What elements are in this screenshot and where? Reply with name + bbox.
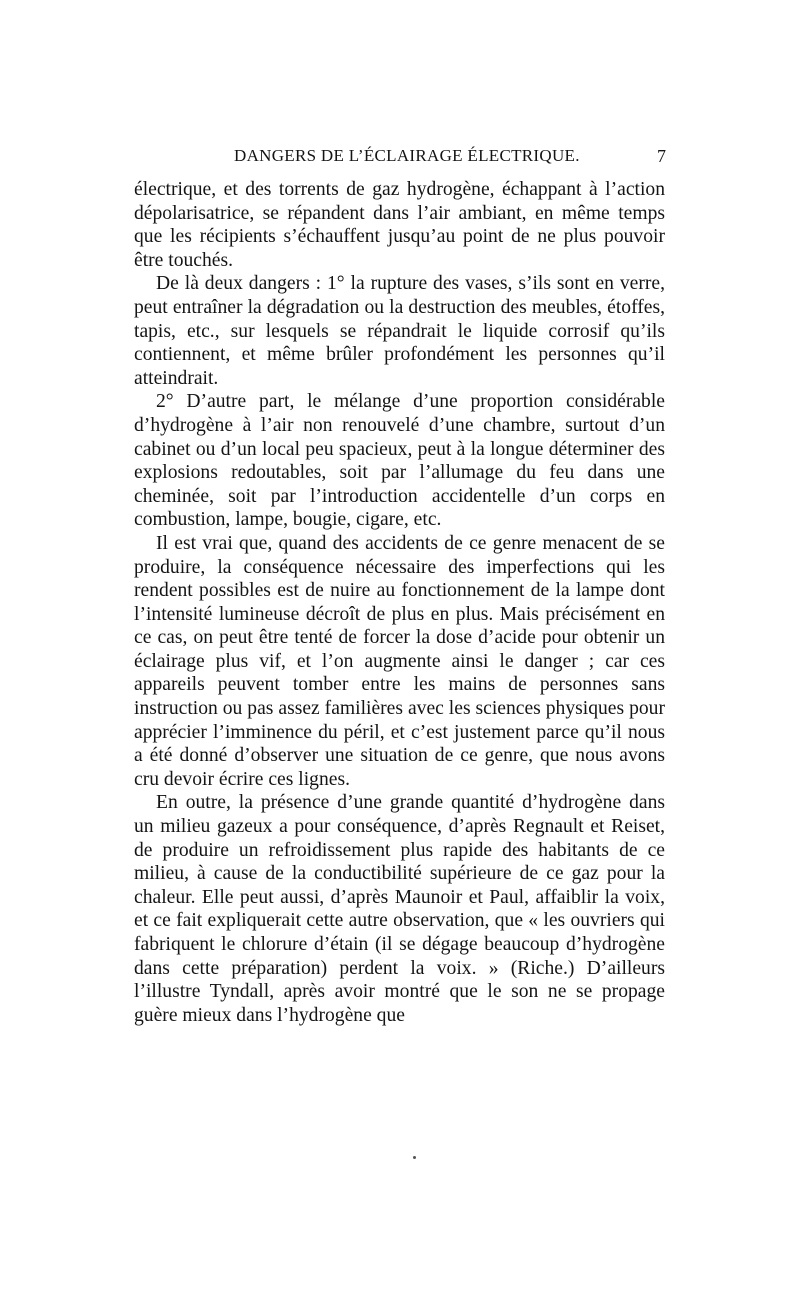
- paragraph-continuation: électrique, et des torrents de gaz hydrogène, échappant à l’action dépolarisatrice, se répandent dans l’air ambiant, en même temps que les récipients s’échauffent jusqu’au point de ne plus pouvoir être touchés.: [134, 179, 665, 271]
- paragraph-accidents: Il est vrai que, quand des accidents de ce genre menacent de se produire, la conséquence nécessaire des imperfections qui les rendent possibles est de nuire au fonctionnement de la lampe dont l’intensité lumineuse décroît de plus en plus. Mais précisément en ce cas, on peut être tenté de forcer la dose d’acide pour obtenir un éclairage plus vif, et l’on augmente ainsi le danger ; car ces appareils peuvent tomber entre les mains de personnes sans instruction ou pas assez familières avec les sciences physiques pour apprécier l’imminence du péril, et c’est justement parce qu’il nous a été donné d’observer une situation de ce genre, que nous avons cru devoir écrire ces lignes.: [134, 532, 665, 790]
- paragraph-two-dangers: De là deux dangers : 1° la rupture des vases, s’ils sont en verre, peut entraîner la dégradation ou la destruction des meubles, étoffes, tapis, etc., sur lesquels se répandrait le liquide corrosif qu’ils contiennent, et même brûler profondément les personnes qu’il atteindrait.: [134, 273, 665, 389]
- running-head: [134, 146, 668, 170]
- running-title: DANGERS DE L’ÉCLAIRAGE ÉLECTRIQUE.: [234, 146, 580, 165]
- paragraph-hydrogen-effects: En outre, la présence d’une grande quantité d’hydrogène dans un milieu gazeux a pour conséquence, d’après Regnault et Reiset, de produire un refroidissement plus rapide des habitants de ce milieu, à cause de la conductibilité supérieure de ce gaz pour la chaleur. Elle peut aussi, d’après Maunoir et Paul, affaiblir la voix, et ce fait expliquerait cette autre observation, que « les ouvriers qui fabriquent le chlorure d’étain (il se dégage beaucoup d’hydrogène dans cette préparation) perdent la voix. » (Riche.) D’ailleurs l’illustre Tyndall, après avoir montré que le son ne se propage guère mieux dans l’hydrogène que: [134, 792, 665, 1026]
- body-text: [134, 178, 665, 1027]
- print-speck: [413, 1156, 416, 1159]
- paragraph-hydrogen-explosion: 2° D’autre part, le mélange d’une proportion considérable d’hydrogène à l’air non renouvelé d’une chambre, surtout d’un cabinet ou d’un local peu spacieux, peut à la longue déterminer des explosions redoutables, soit par l’allumage du feu dans une cheminée, soit par l’introduction accidentelle d’un corps en combustion, lampe, bougie, cigare, etc.: [134, 391, 665, 531]
- page-number: 7: [657, 146, 666, 166]
